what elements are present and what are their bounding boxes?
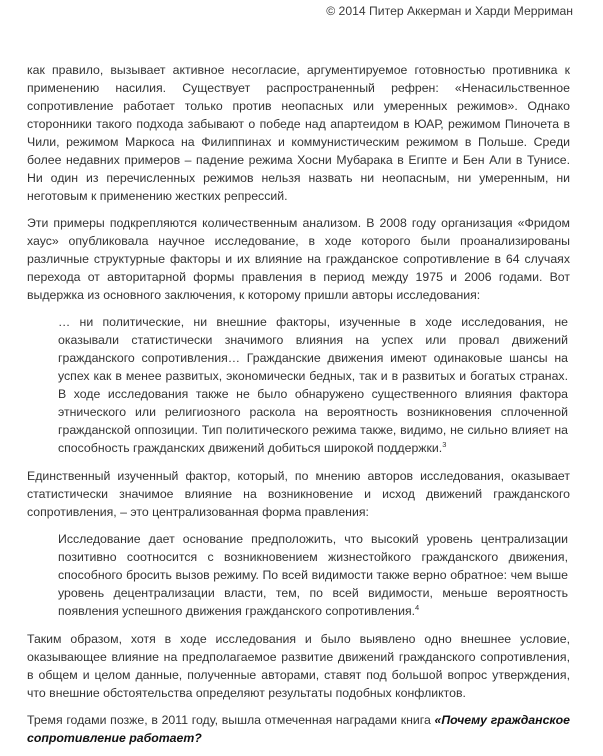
paragraph-freedom-house-study: Эти примеры подкрепляются количественным анализом. В 2008 году организация «Фридом хаус» опубликовала научное исследование, в ходе которого были проанализированы различные структурные факторы и их влияние на гражданское сопротивление в 64 случаях перехода от авторитарной формы правления в период между 1975 и 2006 годами. Вот выдержка из основного заключения, к которому пришли авторы исследования: [27,216,570,302]
quote-text: … ни политические, ни внешние факторы, изученные в ходе исследования, не оказывали статистически значимого влияния на успех или провал движений гражданского сопротивления… Гражданские движения имеют одинаковые шансы на успех как в менее развитых, экономически бедных, так и в развитых и богатых странах. В ходе исследования также не было обнаружено существенного влияния фактора этнического или религиозного раскола на вероятность возникновения сплоченной гражданской оппозиции. Тип политического режима также, видимо, не сильно влияет на способность гражданских движений добиться широкой поддержки. [58,315,568,455]
paragraph-centralization-factor: Единственный изученный фактор, который, по мнению авторов исследования, оказывает статистически значимое влияние на возникновение и исход движений гражданского сопротивления, – это централизованная форма правления: [27,469,570,519]
block-quote-study-findings [58,313,568,457]
paragraph-regimes: как правило, вызывает активное несогласие, аргументируемое готовностью противника к применению насилия. Существует распространенный рефрен: «Ненасильственное сопротивление работает только против неопасных или умеренных режимов». Однако сторонники такого подхода забывают о победе над апартеидом в ЮАР, режимом Пиночета в Чили, режимом Маркоса на Филиппинах и коммунистическим режимом в Польше. Среди более недавних примеров – падение режима Хосни Мубарака в Египте и Бен Али в Тунисе. Ни один из перечисленных режимов нельзя назвать ни неопасным, ни умеренным, ни неготовым к применению жестких репрессий. [27,63,570,203]
footnote-ref-4[interactable]: 4 [415,603,420,612]
document-body [27,61,570,756]
block-quote-centralization [58,530,568,620]
footnote-ref-3[interactable]: 3 [442,440,447,449]
paragraph-conclusion: Таким образом, хотя в ходе исследования и было выявлено одно внешнее условие, оказывающее влияние на предполагаемое развитие движений гражданского сопротивления, в общем и целом данные, полученные авторами, ставят под большой вопрос утверждения, что внешние обстоятельства определяют результаты подобных конфликтов. [27,632,570,700]
quote-text: Исследование дает основание предположить, что высокий уровень централизации позитивно соотносится с возникновением жизнестойкого гражданского движения, способного бросить вызов режиму. По всей видимости также верно обратное: чем выше уровень децентрализации власти, тем, по всей видимости, меньше вероятность появления успешного движения гражданского сопротивления. [58,532,568,618]
book-mention-text: Тремя годами позже, в 2011 году, вышла отмеченная наградами книга [27,713,435,727]
copyright-header: © 2014 Питер Аккерман и Харди Мерриман [326,4,573,18]
book-title: «Почему гражданское сопротивление работает? [27,713,570,745]
paragraph-book-mention [27,711,570,747]
